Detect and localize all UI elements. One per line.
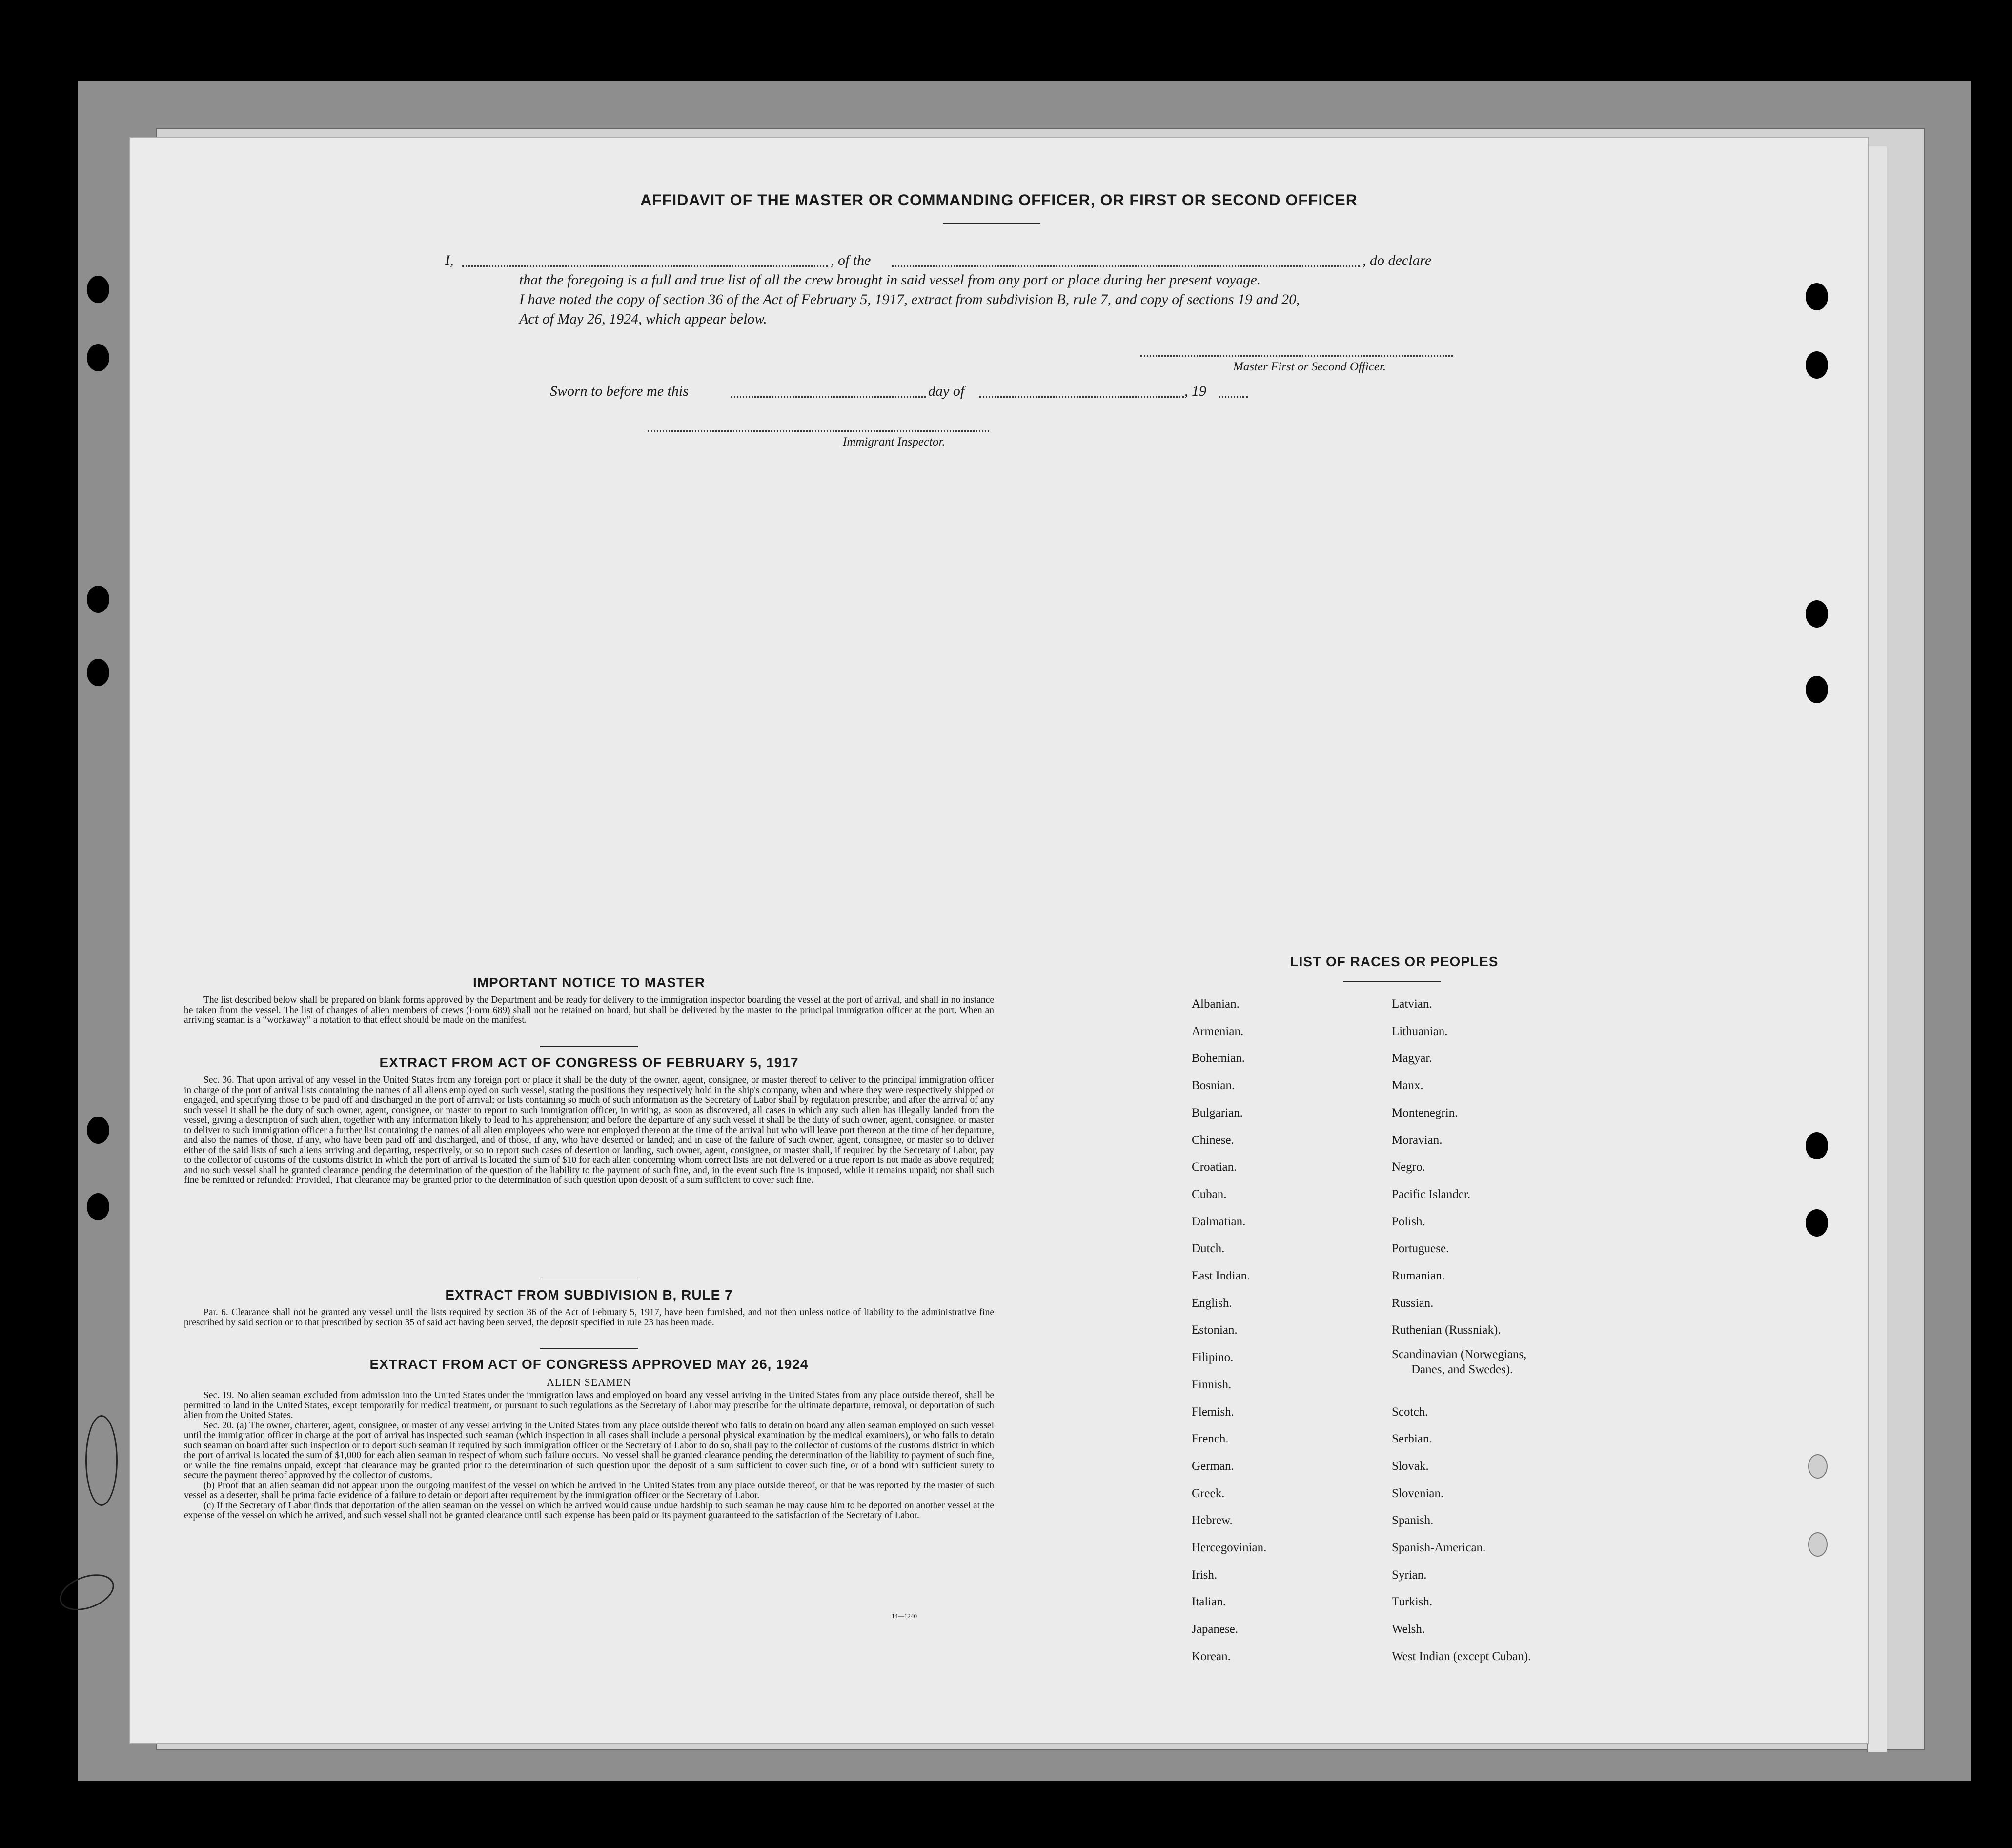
notice-paragraph: The list described below shall be prepared on blank forms approved by the Department and be ready for delivery to the immigration inspector boarding the vessel at the port of arrival, and shall in no instance be taken from the vessel. The list of changes of alien members of crews (Form 689) shall not be retained on board, but shall be delivered by the master to the principal immigration officer at the port. When an arriving seaman is a “workaway” a notation to that effect should be made on the manifest. — [184, 995, 994, 1025]
race-item: Moravian. — [1392, 1133, 1443, 1147]
declare-line-4: Act of May 26, 1924, which appear below. — [519, 311, 767, 327]
race-item: Bosnian. — [1192, 1079, 1235, 1093]
inspector-label: Immigrant Inspector. — [843, 435, 945, 448]
races-title-rule — [1343, 981, 1441, 982]
binder-hole — [1806, 600, 1828, 628]
race-item: Negro. — [1392, 1160, 1425, 1174]
race-item: Dalmatian. — [1192, 1215, 1246, 1228]
rule-7-title: EXTRACT FROM SUBDIVISION B, RULE 7 — [445, 1287, 733, 1302]
race-item: Chinese. — [1192, 1133, 1234, 1147]
declare-line-end: , do declare — [1362, 252, 1432, 268]
act-1924-title: EXTRACT FROM ACT OF CONGRESS APPROVED MAY 26, 1924 — [369, 1357, 809, 1372]
act-1924-sec-19: Sec. 19. No alien seaman excluded from admission into the United States under the immigration laws and employed on board any vessel arriving in the United States from any place outside thereof, shall be permitted to land in the United States, except temporarily for medical treatment, or pursuant to such regulations as the Secretary of Labor may prescribe for the ultimate departure, removal, or deportation of such alien from the United States. — [184, 1390, 994, 1421]
vessel-blank — [892, 265, 1360, 267]
races-title: LIST OF RACES OR PEOPLES — [1290, 954, 1499, 969]
race-item: German. — [1192, 1459, 1234, 1473]
sworn-month-blank — [979, 396, 1184, 398]
race-item: Scandinavian (Norwegians, — [1392, 1348, 1527, 1361]
binder-hole — [1806, 676, 1828, 703]
race-item: Irish. — [1192, 1568, 1218, 1582]
binder-hole — [87, 1193, 109, 1220]
declare-line-3: I have noted the copy of section 36 of the Act of February 5, 1917, extract from subdivision B, rule 7, and copy of sections 19 and 20, — [519, 291, 1300, 307]
race-item: English. — [1192, 1296, 1232, 1310]
binder-hole — [87, 276, 109, 303]
rule-7-par-6: Par. 6. Clearance shall not be granted any vessel until the lists required by section 36 of the Act of February 5, 1917, have been furnished, and not then unless notice of liability to the administrative fine prescribed by said section or to that prescribed by section 35 of said act having been served, the deposit specified in rule 23 has been made. — [184, 1307, 994, 1328]
race-item: Hercegovinian. — [1192, 1541, 1267, 1554]
binder-hole — [1806, 1132, 1828, 1159]
act-1924-sec-20b: (b) Proof that an alien seaman did not appear upon the outgoing manifest of the vessel on which he arrived in the United States from any place outside thereof, or that he was reported by the master of such vessel as a deserter, shall be prima facie evidence of a failure to detain or deport after requirement by the immigration officer or the Secretary of Labor. — [184, 1480, 994, 1501]
act-1924-sec-20c: (c) If the Secretary of Labor finds that deportation of the alien seaman on the vessel on which he arrived would cause undue hardship to such seaman he may cause him to be deported on another vessel at the expense of the vessel on which he arrived, and such vessel shall not be granted clearance until such expense has been paid or its payment guaranteed to the satisfaction of the Secretary of Labor. — [184, 1500, 994, 1521]
race-item: Croatian. — [1192, 1160, 1237, 1174]
race-item: Portuguese. — [1392, 1242, 1449, 1256]
race-item: Spanish. — [1392, 1514, 1434, 1527]
binder-hole — [1806, 351, 1828, 379]
section-rule — [540, 1348, 638, 1349]
race-item: Polish. — [1392, 1215, 1425, 1228]
race-item: Japanese. — [1192, 1623, 1239, 1636]
page-edge-strip — [1867, 146, 1887, 1752]
declare-line-of: , of the — [831, 252, 871, 268]
sworn-year: , 19 — [1184, 383, 1206, 399]
race-item: West Indian (except Cuban). — [1392, 1649, 1531, 1663]
declare-line-2: that the foregoing is a full and true list of all the crew brought in said vessel from any port or place during her present voyage. — [519, 272, 1261, 288]
race-item: East Indian. — [1192, 1269, 1250, 1282]
act-1917-section-36: Sec. 36. That upon arrival of any vessel in the United States from any foreign port or place it shall be the duty of the owner, agent, consignee, or master thereof to deliver to the principal immigration officer in charge of the port of arrival lists containing the names of all aliens employed on such vessel, stating the positions they respectively hold in the ship's company, when and where they were respectively shipped or engaged, and specifying those to be paid off and discharged in the port of arrival; or lists containing so much of such information as the Secretary of Labor shall by regulation prescribe; and after the arrival of any such vessel it shall be the duty of such owner, agent, consignee, or master to report to such immigration officer, in writing, as soon as discovered, all cases in which any such alien has illegally landed from the vessel, giving a description of such alien, together with any information likely to lead to his apprehension; and before the departure of any such vessel it shall be the duty of such owner, agent, consignee, or master to deliver to such immigration officer a further list containing the names of all alien employees who were not employed thereon at the time of the arrival but who will leave port thereon at the time of her departure, and also the names of those, if any, who have been paid off and discharged, and of those, if any, who have deserted or landed; and in case of the failure of such owner, agent, consignee, or master so to deliver either of the said lists of such aliens arriving and departing, respectively, or so to report such cases of desertion or landing, such owner, agent, consignee, or master shall, if required by the Secretary of Labor, pay to the collector of customs of the customs district in which the port of arrival is located the sum of $10 for each alien concerning whom correct lists are not delivered or a true report is not made as above required; and no such vessel shall be granted clearance pending the determination of the question of the liability to the payment of such fine, and, in the event such fine is imposed, while it remains unpaid; nor shall such fine be remitted or refunded: Provided, That clearance may be granted prior to the determination of such question upon deposit of a sum sufficient to cover such fine. — [184, 1075, 994, 1185]
section-rule — [540, 1046, 638, 1047]
race-item: Greek. — [1192, 1486, 1225, 1500]
race-item: Ruthenian (Russniak). — [1392, 1323, 1501, 1337]
sworn-day-of: day of — [928, 383, 965, 399]
race-item: Finnish. — [1192, 1378, 1232, 1391]
race-item: Italian. — [1192, 1595, 1226, 1609]
affidavit-page — [129, 137, 1869, 1744]
race-item: Slovenian. — [1392, 1486, 1444, 1500]
race-item: Rumanian. — [1392, 1269, 1445, 1282]
race-item: Lithuanian. — [1392, 1024, 1448, 1038]
race-item: Cuban. — [1192, 1187, 1227, 1201]
binder-hole — [1808, 1532, 1828, 1557]
binder-hole — [1806, 283, 1828, 310]
binder-hole — [1808, 1454, 1828, 1479]
race-item: Magyar. — [1392, 1052, 1432, 1065]
act-1917-title: EXTRACT FROM ACT OF CONGRESS OF FEBRUARY 5, 1917 — [379, 1055, 799, 1070]
master-signature-line — [1140, 355, 1453, 357]
form-number: 14—1240 — [892, 1612, 917, 1620]
race-item: Montenegrin. — [1392, 1106, 1458, 1119]
act-1924-subtitle: ALIEN SEAMEN — [547, 1376, 631, 1388]
act-1917-text — [184, 1076, 994, 1186]
sworn-day-blank — [731, 396, 926, 398]
race-item: Armenian. — [1192, 1024, 1244, 1038]
race-item: Estonian. — [1192, 1323, 1238, 1337]
race-item: Bohemian. — [1192, 1052, 1245, 1065]
race-item: French. — [1192, 1432, 1229, 1446]
race-item: Manx. — [1392, 1079, 1423, 1093]
act-1924-sec-20a: Sec. 20. (a) The owner, charterer, agent, consignee, or master of any vessel arriving in the United States from any place outside thereof who fails to detain on board any alien seaman employed on such vessel until the immigration officer in charge at the port of arrival has inspected such seaman (which inspection in all cases shall include a personal physical examination by the medical examiners), or who fails to detain such seaman on board after such inspection or to deport such seaman if required by such immigration officer or the Secretary of Labor to do so, shall pay to the collector of customs of the customs district in which the port of arrival is located the sum of $1,000 for each alien seaman in respect of whom such failure occurs. No vessel shall be granted clearance pending the determination of the liability to payment of such fine, or while the fine remains unpaid, except that clearance may be granted prior to the determination of such question upon the deposit of a sum sufficient to cover such fine, or of a bond with sufficient surety to secure the payment thereof approved by the collector of customs. — [184, 1420, 994, 1481]
race-item: Turkish. — [1392, 1595, 1433, 1609]
race-item: Russian. — [1392, 1296, 1434, 1310]
sworn-text: Sworn to before me this — [550, 383, 689, 399]
race-item: Albanian. — [1192, 997, 1240, 1011]
affidavit-title: AFFIDAVIT OF THE MASTER OR COMMANDING OFFICER, OR FIRST OR SECOND OFFICER — [640, 191, 1358, 209]
name-blank — [462, 265, 828, 267]
binding-string — [85, 1415, 118, 1506]
binder-hole — [87, 344, 109, 371]
act-1924-text — [184, 1391, 994, 1521]
declare-line-i: I, — [445, 252, 454, 268]
race-item: Korean. — [1192, 1649, 1231, 1663]
binder-hole — [87, 586, 109, 613]
binder-hole — [1806, 1209, 1828, 1237]
race-item: Hebrew. — [1192, 1514, 1233, 1527]
race-item: Slovak. — [1392, 1459, 1429, 1473]
race-item-continuation: Danes, and Swedes). — [1411, 1363, 1513, 1377]
race-item: Latvian. — [1392, 997, 1432, 1011]
race-item: Syrian. — [1392, 1568, 1427, 1582]
race-item: Spanish-American. — [1392, 1541, 1486, 1554]
race-item: Bulgarian. — [1192, 1106, 1243, 1119]
race-item: Welsh. — [1392, 1623, 1425, 1636]
master-signature-label: Master First or Second Officer. — [1233, 360, 1386, 373]
title-rule — [943, 223, 1040, 224]
sworn-year-blank — [1219, 396, 1248, 398]
rule-7-text — [184, 1308, 994, 1328]
race-item: Dutch. — [1192, 1242, 1225, 1256]
inspector-signature-line — [648, 430, 989, 432]
binder-hole — [87, 659, 109, 686]
race-item: Serbian. — [1392, 1432, 1432, 1446]
race-item: Filipino. — [1192, 1351, 1234, 1364]
race-item: Scotch. — [1392, 1405, 1428, 1419]
binder-hole — [87, 1117, 109, 1144]
notice-text — [184, 995, 994, 1026]
notice-title: IMPORTANT NOTICE TO MASTER — [472, 975, 706, 990]
race-item: Pacific Islander. — [1392, 1187, 1471, 1201]
race-item: Flemish. — [1192, 1405, 1234, 1419]
